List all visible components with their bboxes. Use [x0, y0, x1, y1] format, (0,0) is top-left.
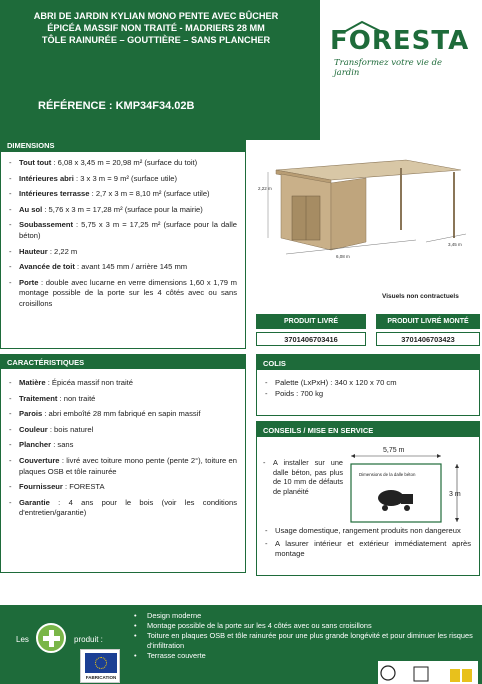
dimensions-section	[0, 137, 246, 349]
produit-monte-code: 3701406703423	[376, 332, 480, 346]
header-banner	[0, 0, 320, 140]
spec-label: Avancée de toit	[19, 262, 75, 272]
spec-label: Tout tout	[19, 158, 52, 167]
spec-item	[9, 498, 237, 519]
footer-les: Les	[16, 635, 29, 644]
spec-item	[9, 189, 237, 200]
spec-item	[9, 247, 237, 258]
spec-item	[9, 378, 237, 389]
slab-label: Dimensions de la dalle béton	[359, 472, 416, 477]
spec-label: Intérieures terrasse	[19, 189, 90, 199]
dimensions-heading: DIMENSIONS	[1, 137, 245, 152]
spec-value: : 5,76 x 3 m = 17,28 m² (surface pour la mairie)	[42, 204, 203, 214]
spec-item	[9, 278, 237, 310]
footer-produit: produit :	[74, 635, 103, 644]
spec-label: Au sol	[19, 204, 43, 214]
spec-value: : 2,7 x 3 m = 8,10 m² (surface utile)	[89, 189, 210, 199]
spec-item	[9, 158, 237, 169]
spec-label: Matière	[19, 378, 46, 387]
produit-livre-code: 3701406703416	[256, 332, 366, 346]
spec-label: Parois	[19, 409, 43, 419]
recycling-icon	[378, 661, 478, 684]
spec-label: Traitement	[19, 393, 58, 403]
caracteristiques-section	[0, 354, 246, 573]
spec-value: : abri emboîté 28 mm fabriqué en sapin massif	[42, 409, 201, 419]
footer-features	[132, 611, 477, 661]
title-line-3: TÔLE RAINURÉE – GOUTTIÈRE – SANS PLANCHER	[41, 35, 271, 45]
spec-value: : bois naturel	[47, 424, 94, 434]
title-line-2: ÉPICÉA MASSIF NON TRAITÉ - MADRIERS 28 MM	[47, 23, 265, 33]
feature-item: • Terrasse couverte	[132, 651, 477, 661]
colis-item: - Poids : 700 kg	[265, 389, 471, 400]
spec-item	[9, 262, 237, 273]
conseil-item: - Usage domestique, rangement produits non dangereux	[265, 526, 471, 537]
logo-word: FORESTA	[330, 26, 470, 56]
spec-label: Couverture	[19, 455, 60, 465]
install-text: A installer sur une dalle béton, pas plus de 10 mm de défauts de planéité	[273, 458, 343, 496]
visual-note: Visuels non contractuels	[382, 293, 459, 300]
spec-value: : livré avec toiture mono pente (pente 2°), toiture en plaques OSB et tôle rainurée	[19, 455, 237, 476]
spec-value: : Épicéa massif non traité	[45, 378, 133, 387]
produit-livre-label: PRODUIT LIVRÉ	[256, 314, 366, 329]
spec-value: : 3 x 3 m = 9 m² (surface utile)	[73, 173, 178, 183]
feature-item: • Toiture en plaques OSB et tôle rainurée pour une plus grande longévité et pour diminuer les risques d'infiltration	[132, 631, 477, 651]
spec-label: Plancher	[19, 440, 52, 450]
product-title	[6, 10, 306, 46]
spec-value: : sans	[51, 440, 74, 450]
spec-label: Intérieures abri	[19, 173, 74, 183]
produit-monte-label: PRODUIT LIVRÉ MONTÉ	[376, 314, 480, 329]
shed-drawing	[256, 150, 476, 290]
spec-value: : 4 ans pour le bois (voir les conditions d'entretien/garantie)	[19, 497, 237, 518]
spec-value: : double avec lucarne en verre dimensions 1,60 x 1,79 m montage possible de la porte sur les 4 côtés avec ou sans croisillons	[19, 277, 237, 308]
spec-label: Hauteur	[19, 246, 48, 256]
feature-item: • Montage possible de la porte sur les 4 côtés avec ou sans croisillons	[132, 621, 477, 631]
spec-value: : FORESTA	[62, 482, 105, 492]
colis-section	[256, 354, 480, 416]
width-label: 6,08 m	[336, 254, 350, 259]
plus-icon	[36, 623, 66, 653]
spec-item	[9, 425, 237, 436]
conseil-item: - A lasurer intérieur et extérieur immédiatement après montage	[265, 539, 471, 560]
conseils-list	[257, 526, 479, 560]
spec-value: : non traité	[57, 393, 96, 403]
height-label: 2,22 m	[258, 186, 272, 191]
spec-item	[9, 220, 237, 241]
foresta-logo	[330, 20, 470, 78]
spec-item	[9, 394, 237, 405]
spec-value: : avant 145 mm / arrière 145 mm	[74, 262, 188, 272]
feature-item: • Design moderne	[132, 611, 477, 621]
slab-diagram	[345, 442, 479, 524]
slab-width: 5,75 m	[383, 447, 405, 454]
slab-height: 3 m	[449, 491, 461, 498]
spec-label: Couleur	[19, 424, 48, 434]
depth-label: 3,45 m	[448, 242, 462, 247]
spec-item	[9, 409, 237, 420]
spec-value: : 5,75 x 3 m = 17,25 m² (surface pour la dalle béton)	[19, 220, 237, 240]
spec-item	[9, 174, 237, 185]
title-line-1: ABRI DE JARDIN KYLIAN MONO PENTE AVEC BÛCHER	[33, 11, 279, 21]
eu-label: FABRICATION	[85, 675, 117, 680]
eu-flag-icon	[85, 653, 117, 673]
spec-label: Garantie	[19, 497, 50, 507]
spec-value: : 6,08 x 3,45 m = 20,98 m² (surface du toit)	[51, 158, 198, 167]
reference: RÉFÉRENCE : KMP34F34.02B	[38, 100, 195, 112]
recycling-logos	[378, 661, 478, 684]
conseils-heading: CONSEILS / MISE EN SERVICE	[257, 422, 479, 437]
spec-value: : 2,22 m	[47, 246, 78, 256]
colis-heading: COLIS	[257, 355, 479, 370]
spec-label: Fournisseur	[19, 482, 63, 492]
colis-list	[257, 370, 479, 399]
spec-item	[9, 440, 237, 451]
spec-label: Porte	[19, 277, 39, 287]
caracteristiques-list	[1, 369, 245, 519]
caracteristiques-heading: CARACTÉRISTIQUES	[1, 354, 245, 369]
dimensions-list	[1, 152, 245, 310]
conseils-section	[256, 421, 480, 576]
logo-tagline: Transformez votre vie de jardin	[334, 58, 443, 78]
colis-item: - Palette (LxPxH) : 340 x 120 x 70 cm	[265, 378, 471, 389]
eu-badge	[80, 649, 120, 683]
spec-item	[9, 456, 237, 477]
install-note: - A installer sur une dalle béton, pas plus de 10 mm de défauts de planéité	[263, 458, 343, 496]
footer-banner	[0, 605, 482, 684]
spec-label: Soubassement	[19, 220, 74, 230]
spec-item	[9, 205, 237, 216]
spec-item	[9, 482, 237, 493]
